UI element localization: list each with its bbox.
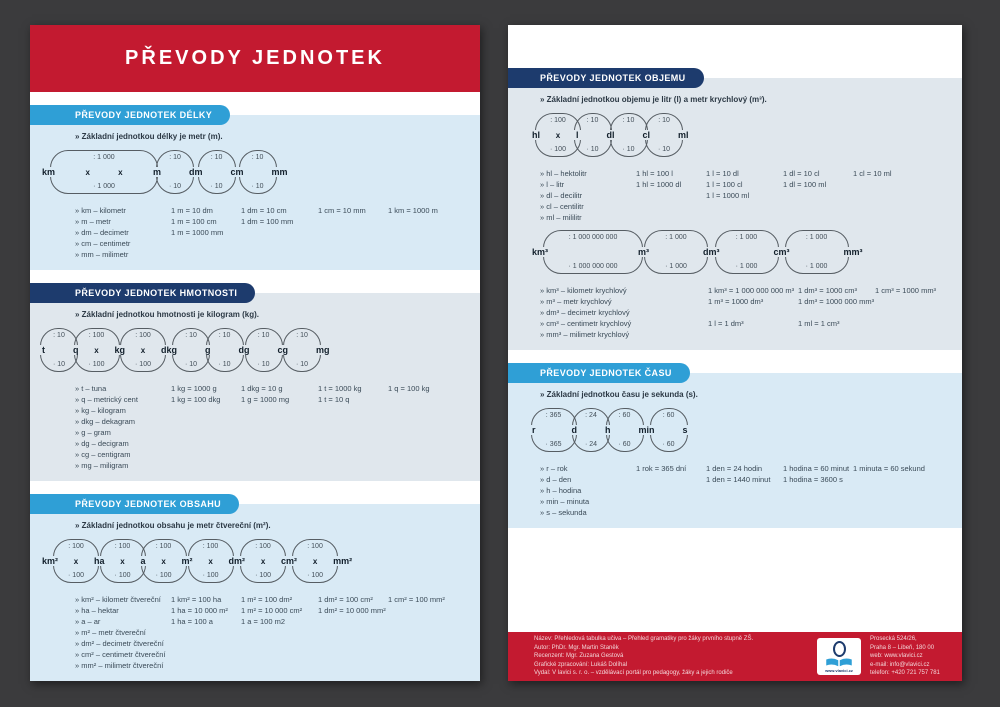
fact-line: 1 km² = 100 ha bbox=[171, 595, 222, 604]
chain-unit: h bbox=[605, 425, 611, 435]
chain-unit: t bbox=[42, 345, 45, 355]
link-multiply-label: · 100 bbox=[88, 361, 105, 368]
chain-unit: hl bbox=[532, 130, 540, 140]
link-multiply-label: · 10 bbox=[52, 361, 66, 368]
fact-line: 1 hl = 100 l bbox=[636, 169, 673, 178]
section-badge-label: PŘEVODY JEDNOTEK DÉLKY bbox=[75, 110, 213, 120]
facts-column bbox=[875, 285, 945, 340]
fact-line: 1 m³ = 1000 dm³ bbox=[708, 297, 764, 306]
link-multiply-label: · 10 bbox=[169, 183, 182, 190]
section-badge bbox=[30, 494, 239, 514]
fact-line bbox=[708, 307, 798, 318]
link-multiply-label: · 10 bbox=[251, 183, 264, 190]
link-multiply-label: · 100 bbox=[114, 572, 131, 579]
chain-unit: mg bbox=[316, 345, 330, 355]
unit-chain bbox=[42, 150, 466, 194]
chain-unit: m bbox=[153, 167, 162, 177]
page-footer bbox=[508, 632, 962, 681]
fact-line: » d – den bbox=[540, 475, 572, 484]
link-skip-mark: x bbox=[120, 556, 125, 566]
footer-contact-line: e-mail: info@vlavici.cz bbox=[870, 661, 930, 668]
fact-line: 1 dl = 100 ml bbox=[783, 180, 827, 189]
fact-line: » hl – hektolitr bbox=[540, 169, 587, 178]
fact-line: » m – metr bbox=[75, 217, 111, 226]
fact-line bbox=[798, 307, 875, 318]
fact-line: 1 l = 100 cl bbox=[706, 180, 743, 189]
facts-column bbox=[75, 205, 171, 260]
link-multiply-label: · 24 bbox=[584, 441, 598, 448]
facts-column bbox=[388, 383, 430, 471]
section-badge bbox=[508, 363, 690, 383]
fact-line: » r – rok bbox=[540, 464, 568, 473]
fact-line: 1 l = 1000 ml bbox=[706, 191, 750, 200]
chain-link bbox=[715, 230, 779, 274]
fact-line: 1 den = 24 hodin bbox=[706, 464, 763, 473]
link-multiply-label: · 100 bbox=[550, 146, 566, 153]
section-badge-label: PŘEVODY JEDNOTEK OBJEMU bbox=[540, 73, 686, 83]
fact-line: » cg – centigram bbox=[75, 450, 131, 459]
chain-unit: r bbox=[532, 425, 536, 435]
section-time bbox=[508, 363, 962, 528]
link-multiply-label: · 10 bbox=[185, 361, 198, 368]
section-badge-label: PŘEVODY JEDNOTEK OBSAHU bbox=[75, 499, 222, 509]
link-divide-label: : 10 bbox=[210, 154, 223, 161]
link-divide-label: : 10 bbox=[53, 332, 65, 339]
section-band bbox=[30, 115, 480, 270]
chain-unit: m³ bbox=[638, 247, 650, 257]
fact-line: 1 cl = 10 ml bbox=[853, 169, 892, 178]
fact-line: » a – ar bbox=[75, 617, 101, 626]
chain-link bbox=[543, 230, 643, 274]
link-multiply-label: · 10 bbox=[210, 183, 223, 190]
fact-line: 1 g = 1000 mg bbox=[241, 395, 290, 404]
fact-line: 1 dkg = 10 g bbox=[241, 384, 283, 393]
fact-line: 1 t = 1000 kg bbox=[318, 384, 362, 393]
link-divide-label: : 10 bbox=[622, 117, 635, 124]
fact-line: » l – litr bbox=[540, 180, 565, 189]
link-skip-mark: x bbox=[208, 556, 213, 566]
chain-unit: dm bbox=[189, 167, 203, 177]
unit-chain bbox=[532, 408, 948, 452]
facts-column bbox=[388, 205, 438, 260]
page-right bbox=[508, 25, 962, 681]
chain-unit: cg bbox=[277, 345, 289, 355]
footer-contact-line: telefon: +420 721 757 781 bbox=[870, 670, 940, 677]
fact-line: 1 hl = 1000 dl bbox=[636, 180, 682, 189]
footer-credit-line: Autor: PhDr. Mgr. Martin Staněk bbox=[534, 644, 619, 651]
link-skip-mark: x bbox=[555, 130, 561, 140]
chain-unit: dg bbox=[238, 345, 250, 355]
fact-line: » cm³ – centimetr krychlový bbox=[540, 319, 632, 328]
link-divide-label: : 100 bbox=[135, 332, 151, 339]
chain-unit: q bbox=[73, 345, 79, 355]
fact-line: » km³ – kilometr krychlový bbox=[540, 286, 627, 295]
fact-line: 1 hodina = 3600 s bbox=[783, 475, 843, 484]
section-intro: » Základní jednotkou délky je metr (m). bbox=[75, 132, 223, 141]
link-multiply-label: · 10 bbox=[622, 146, 635, 153]
unit-chain bbox=[532, 230, 948, 274]
facts-column bbox=[706, 168, 783, 223]
fact-line: 1 cm² = 100 mm² bbox=[388, 595, 445, 604]
chain-unit: kg bbox=[114, 345, 126, 355]
link-multiply-label: · 1 000 bbox=[805, 263, 828, 270]
footer-contact-line: Praha 8 – Libeň, 180 00 bbox=[870, 644, 935, 651]
fact-line: 1 m = 1000 mm bbox=[171, 228, 224, 237]
fact-line: » kg – kilogram bbox=[75, 406, 126, 415]
facts-row bbox=[75, 383, 466, 471]
link-multiply-label: · 1 000 000 000 bbox=[568, 263, 618, 270]
facts-column bbox=[241, 205, 318, 260]
fact-line: » mm³ – milimetr krychlový bbox=[540, 330, 630, 339]
link-divide-label: : 1 000 bbox=[805, 234, 828, 241]
fact-line: » km² – kilometr čtvereční bbox=[75, 595, 161, 604]
link-divide-label: : 100 bbox=[155, 543, 172, 550]
page-left bbox=[30, 25, 480, 681]
fact-line: 1 m = 10 dm bbox=[171, 206, 213, 215]
facts-column bbox=[540, 463, 636, 518]
chain-link bbox=[644, 230, 708, 274]
facts-column bbox=[318, 383, 388, 471]
link-multiply-label: · 100 bbox=[135, 361, 151, 368]
link-multiply-label: · 100 bbox=[255, 572, 272, 579]
link-divide-label: : 10 bbox=[658, 117, 670, 124]
section-volume bbox=[508, 68, 962, 350]
link-divide-label: : 10 bbox=[257, 332, 270, 339]
fact-line: » m³ – metr krychlový bbox=[540, 297, 612, 306]
facts-column bbox=[318, 205, 388, 260]
facts-column bbox=[636, 168, 706, 223]
link-multiply-label: · 10 bbox=[218, 361, 231, 368]
fact-line: 1 rok = 365 dní bbox=[636, 464, 687, 473]
chain-unit: mm³ bbox=[843, 247, 863, 257]
facts-column bbox=[798, 285, 875, 340]
link-multiply-label: · 100 bbox=[155, 572, 172, 579]
chain-unit: km³ bbox=[532, 247, 549, 257]
facts-column bbox=[636, 463, 706, 518]
footer-credits bbox=[534, 635, 817, 678]
fact-line: » s – sekunda bbox=[540, 508, 587, 517]
open-book-icon bbox=[823, 658, 855, 667]
fact-line: 1 a = 100 m2 bbox=[241, 617, 285, 626]
chain-unit: min bbox=[638, 425, 655, 435]
section-mass bbox=[30, 283, 480, 481]
section-intro: » Základní jednotkou času je sekunda (s). bbox=[540, 390, 698, 399]
unit-chain bbox=[532, 113, 948, 157]
fact-line: » mg – miligram bbox=[75, 461, 129, 470]
facts-column bbox=[318, 594, 388, 671]
facts-row bbox=[75, 205, 466, 260]
facts-column bbox=[540, 168, 636, 223]
right-sections bbox=[508, 25, 962, 632]
link-multiply-label: · 1 000 bbox=[735, 263, 758, 270]
facts-column bbox=[171, 594, 241, 671]
fact-line: 1 cm³ = 1000 mm³ bbox=[875, 286, 937, 295]
fact-line: » cm² – centimetr čtvereční bbox=[75, 650, 166, 659]
facts-column bbox=[706, 463, 783, 518]
fact-line: 1 cm = 10 mm bbox=[318, 206, 366, 215]
fact-line: » dl – decilitr bbox=[540, 191, 583, 200]
facts-row bbox=[540, 463, 948, 518]
section-badge bbox=[508, 68, 704, 88]
fact-line: » dm³ – decimetr krychlový bbox=[540, 308, 630, 317]
footer-contact-line: Prosecká 524/26, bbox=[870, 636, 917, 643]
footer-credit-line: Název: Přehledová tabulka učiva – Přehled gramatiky pro žáky prvního stupně ZŠ. bbox=[534, 636, 754, 643]
link-skip-mark: x bbox=[312, 556, 318, 566]
fact-line: 1 dm = 100 mm bbox=[241, 217, 294, 226]
fact-line: » cm – centimetr bbox=[75, 239, 131, 248]
section-band bbox=[508, 373, 962, 528]
chain-unit: mm bbox=[271, 167, 288, 177]
link-divide-label: : 1 000 bbox=[735, 234, 758, 241]
fact-line: 1 km³ = 1 000 000 000 m³ bbox=[708, 286, 795, 295]
link-divide-label: : 100 bbox=[307, 543, 323, 550]
link-divide-label: : 100 bbox=[202, 543, 219, 550]
link-skip-mark: x bbox=[140, 345, 146, 355]
link-divide-label: : 100 bbox=[255, 543, 271, 550]
fact-line: » cl – centilitr bbox=[540, 202, 584, 211]
fact-line: 1 dm² = 100 cm² bbox=[318, 595, 373, 604]
fact-line: » dm² – decimetr čtvereční bbox=[75, 639, 164, 648]
fact-line: 1 ml = 1 cm³ bbox=[798, 319, 840, 328]
facts-column bbox=[171, 383, 241, 471]
chain-unit: cm bbox=[230, 167, 244, 177]
fact-line: » dkg – dekagram bbox=[75, 417, 136, 426]
fact-line: » t – tuna bbox=[75, 384, 107, 393]
chain-unit: dm² bbox=[228, 556, 246, 566]
facts-row bbox=[540, 285, 948, 340]
chain-unit: d bbox=[571, 425, 578, 435]
facts-column bbox=[75, 594, 171, 671]
fact-line: 1 ha = 100 a bbox=[171, 617, 213, 626]
logo-o-mark bbox=[833, 641, 846, 657]
fact-line: 1 hodina = 60 minut bbox=[783, 464, 850, 473]
fact-line: 1 den = 1440 minut bbox=[706, 475, 771, 484]
section-band bbox=[508, 78, 962, 350]
fact-line: 1 minuta = 60 sekund bbox=[853, 464, 925, 473]
facts-column bbox=[241, 383, 318, 471]
link-multiply-label: · 60 bbox=[618, 441, 631, 448]
fact-line: 1 kg = 100 dkg bbox=[171, 395, 221, 404]
link-divide-label: : 1 000 bbox=[665, 234, 687, 241]
link-skip-mark: x bbox=[161, 556, 166, 566]
facts-row bbox=[75, 594, 466, 671]
fact-line: 1 dm = 10 cm bbox=[241, 206, 287, 215]
section-length bbox=[30, 105, 480, 270]
fact-line: » ml – mililitr bbox=[540, 213, 582, 222]
unit-chain bbox=[42, 539, 466, 583]
section-badge-label: PŘEVODY JEDNOTEK HMOTNOSTI bbox=[75, 288, 238, 298]
chain-unit: cl bbox=[642, 130, 651, 140]
facts-column bbox=[708, 285, 798, 340]
fact-line: » dg – decigram bbox=[75, 439, 129, 448]
chain-unit: dm³ bbox=[703, 247, 720, 257]
left-sections bbox=[30, 92, 480, 681]
section-badge bbox=[30, 105, 230, 125]
fact-line: » m² – metr čtvereční bbox=[75, 628, 146, 637]
chain-unit: ml bbox=[678, 130, 689, 140]
link-skip-mark: x bbox=[260, 556, 266, 566]
chain-unit: m² bbox=[181, 556, 193, 566]
facts-column bbox=[540, 285, 708, 340]
facts-column bbox=[853, 463, 925, 518]
link-multiply-label: · 10 bbox=[586, 146, 599, 153]
section-intro: » Základní jednotkou obsahu je metr čtvereční (m²). bbox=[75, 521, 271, 530]
chain-link bbox=[785, 230, 849, 274]
link-divide-label: : 100 bbox=[68, 543, 84, 550]
chain-unit: ha bbox=[94, 556, 105, 566]
facts-column bbox=[75, 383, 171, 471]
link-divide-label: : 100 bbox=[550, 117, 566, 124]
section-intro: » Základní jednotkou hmotnosti je kilogram (kg). bbox=[75, 310, 260, 319]
footer-credit-line: Grafické zpracování: Lukáš Dolíhal bbox=[534, 661, 628, 668]
footer-credit-line: Vydal: V lavici s. r. o. – vzdělávací portál pro pedagogy, žáky a jejich rodiče bbox=[534, 670, 733, 677]
fact-line: 1 m² = 10 000 cm² bbox=[241, 606, 303, 615]
link-skip-mark: x bbox=[73, 556, 79, 566]
fact-line: 1 kg = 1000 g bbox=[171, 384, 217, 393]
link-multiply-label: · 10 bbox=[296, 361, 309, 368]
link-divide-label: : 1 000 bbox=[93, 154, 115, 161]
facts-column bbox=[783, 168, 853, 223]
chain-unit: cm³ bbox=[773, 247, 790, 257]
chain-unit: cm² bbox=[281, 556, 298, 566]
facts-row bbox=[540, 168, 948, 223]
link-divide-label: : 10 bbox=[185, 332, 197, 339]
link-multiply-label: · 365 bbox=[545, 441, 562, 448]
chain-unit: s bbox=[682, 425, 688, 435]
fact-line: 1 ha = 10 000 m² bbox=[171, 606, 228, 615]
facts-column bbox=[241, 594, 318, 671]
fact-line: » mm – milimetr bbox=[75, 250, 129, 259]
fact-line: » q – metrický cent bbox=[75, 395, 138, 404]
fact-line: » g – gram bbox=[75, 428, 111, 437]
fact-line: 1 l = 10 dl bbox=[706, 169, 739, 178]
footer-contact bbox=[870, 635, 952, 678]
link-multiply-label: · 1 000 bbox=[93, 183, 115, 190]
chain-unit: a bbox=[140, 556, 146, 566]
link-divide-label: : 1 000 000 000 bbox=[568, 234, 618, 241]
fact-line: » h – hodina bbox=[540, 486, 582, 495]
link-multiply-label: · 100 bbox=[202, 572, 219, 579]
fact-line: 1 dm² = 10 000 mm² bbox=[318, 606, 386, 615]
page-header bbox=[30, 25, 480, 92]
link-multiply-label: · 1 000 bbox=[665, 263, 687, 270]
link-divide-label: : 10 bbox=[296, 332, 308, 339]
facts-column bbox=[388, 594, 445, 671]
section-intro: » Základní jednotkou objemu je litr (l) a metr krychlový (m³). bbox=[540, 95, 767, 104]
section-badge-label: PŘEVODY JEDNOTEK ČASU bbox=[540, 368, 672, 378]
chain-unit: dl bbox=[606, 130, 615, 140]
chain-unit: km bbox=[42, 167, 56, 177]
chain-unit: l bbox=[576, 130, 579, 140]
fact-line: 1 dm³ = 1000 000 mm³ bbox=[798, 297, 875, 306]
unit-chain bbox=[42, 328, 466, 372]
fact-line: 1 m² = 100 dm² bbox=[241, 595, 293, 604]
facts-column bbox=[783, 463, 853, 518]
fact-line: 1 q = 100 kg bbox=[388, 384, 430, 393]
chain-unit: mm² bbox=[333, 556, 353, 566]
chain-unit: dkg bbox=[161, 345, 178, 355]
vlavici-logo bbox=[817, 638, 861, 675]
link-divide-label: : 100 bbox=[114, 543, 131, 550]
facts-column bbox=[853, 168, 892, 223]
link-divide-label: : 10 bbox=[169, 154, 181, 161]
link-divide-label: : 100 bbox=[88, 332, 105, 339]
link-multiply-label: · 100 bbox=[68, 572, 84, 579]
footer-credit-line: Recenzent: Mgr. Zuzana Gestová bbox=[534, 653, 624, 660]
footer-contact-line: web: www.vlavici.cz bbox=[870, 653, 923, 660]
section-badge bbox=[30, 283, 255, 303]
chain-unit: km² bbox=[42, 556, 59, 566]
fact-line: » min – minuta bbox=[540, 497, 590, 506]
link-skip-mark: x bbox=[94, 345, 99, 355]
fact-line: 1 m = 100 cm bbox=[171, 217, 217, 226]
fact-line: 1 km = 1000 m bbox=[388, 206, 438, 215]
link-divide-label: : 10 bbox=[586, 117, 599, 124]
fact-line: 1 t = 10 q bbox=[318, 395, 350, 404]
link-divide-label: : 24 bbox=[585, 412, 597, 419]
link-skip-mark: x x bbox=[85, 167, 123, 177]
link-divide-label: : 10 bbox=[218, 332, 231, 339]
fact-line: 1 l = 1 dm³ bbox=[708, 319, 744, 328]
chain-unit: g bbox=[205, 345, 211, 355]
link-multiply-label: · 100 bbox=[307, 572, 324, 579]
page-title: PŘEVODY JEDNOTEK bbox=[125, 47, 385, 69]
section-band bbox=[30, 504, 480, 681]
link-multiply-label: · 10 bbox=[257, 361, 270, 368]
facts-column bbox=[171, 205, 241, 260]
link-divide-label: : 10 bbox=[251, 154, 264, 161]
chain-link bbox=[50, 150, 158, 194]
fact-line: » dm – decimetr bbox=[75, 228, 129, 237]
fact-line: 1 dm³ = 1000 cm³ bbox=[798, 286, 857, 295]
fact-line: 1 dl = 10 cl bbox=[783, 169, 820, 178]
logo-url: www.vlavici.cz bbox=[825, 667, 853, 673]
fact-line: » km – kilometr bbox=[75, 206, 126, 215]
section-band bbox=[30, 293, 480, 481]
fact-line: » ha – hektar bbox=[75, 606, 119, 615]
fact-line: » mm² – milimetr čtvereční bbox=[75, 661, 164, 670]
link-multiply-label: · 60 bbox=[662, 441, 675, 448]
link-divide-label: : 60 bbox=[618, 412, 631, 419]
link-multiply-label: · 10 bbox=[658, 146, 671, 153]
section-area bbox=[30, 494, 480, 681]
link-divide-label: : 60 bbox=[662, 412, 675, 419]
link-divide-label: : 365 bbox=[545, 412, 562, 419]
